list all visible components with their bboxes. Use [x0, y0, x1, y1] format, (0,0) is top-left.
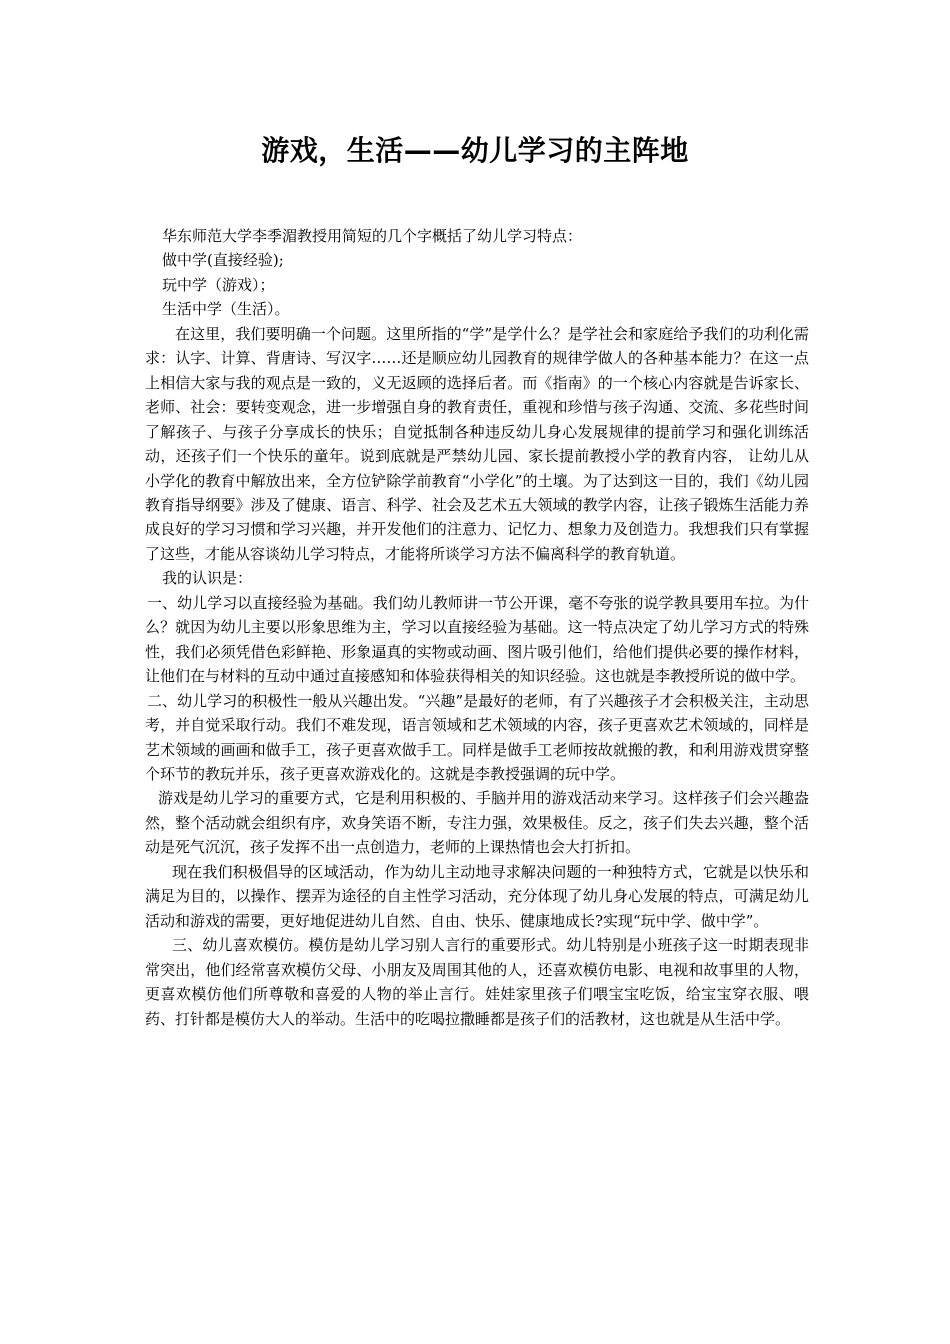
paragraph-point-three: 三、幼儿喜欢模仿。模仿是幼儿学习别人言行的重要形式。幼儿特别是小班孩子这一时期表现非常突出，他们经常喜欢模仿父母、小朋友及周围其他的人，还喜欢模仿电影、电视和故事里的人物，更喜欢模仿他们所尊敬和喜爱的人物的举止言行。娃娃家里孩子们喂宝宝吃饭，给宝宝穿衣服、喂药、打针都是模仿大人的举动。生活中的吃喝拉撒睡都是孩子们的活教材，这也就是从生活中学。 [145, 936, 809, 1028]
paragraph-body: 游戏是幼儿学习的重要方式，它是利用积极的、手脑并用的游戏活动来学习。这样孩子们会兴趣盎然，整个活动就会组织有序，欢身笑语不断，专注力强，效果极佳。反之，孩子们失去兴趣，整个活动是死气沉沉，孩子发挥不出一点创造力，老师的上课热情也会大打折扣。 [145, 789, 809, 857]
paragraph-body: 在这里，我们要明确一个问题。这里所指的“学”是学什么？是学社会和家庭给予我们的功利化需求：认字、计算、背唐诗、写汉字……还是顺应幼儿园教育的规律学做人的各种基本能力？在这一点上相信大家与我的观点是一致的，义无返顾的选择后者。而《指南》的一个核心内容就是告诉家长、老师、社会：要转变观念，进一步增强自身的教育责任，重视和珍惜与孩子沟通、交流、多花些时间了解孩子、与孩子分享成长的快乐；自觉抵制各种违反幼儿身心发展规律的提前学习和强化训练活动，还孩子们一个快乐的童年。说到底就是严禁幼儿园、家长提前教授小学的教育内容， 让幼儿从小学化的教育中解放出来，全方位铲除学前教育“小学化”的土壤。为了达到这一目的，我们《幼儿园教育指导纲要》涉及了健康、语言、科学、社会及艺术五大领域的教学内容，让孩子锻炼生活能力养成良好的学习习惯和学习兴趣，并开发他们的注意力、记忆力、想象力及创造力。我想我们只有掌握了这些，才能从容谈幼儿学习特点，才能将所谈学习方法不偏离科学的教育轨道。 [145, 324, 809, 563]
paragraph-list-item: 玩中学（游戏）； [162, 275, 275, 294]
paragraph-list-item: 做中学(直接经验); [162, 251, 284, 270]
paragraph-heading: 我的认识是： [162, 569, 253, 588]
document-body [145, 224, 809, 1031]
document-title: 游戏，生活——幼儿学习的主阵地 [261, 134, 689, 167]
paragraph-list-item: 生活中学（生活）。 [162, 300, 290, 319]
paragraph-intro: 华东师范大学李季湄教授用简短的几个字概括了幼儿学习特点： [162, 227, 583, 245]
paragraph-point-two: 二、幼儿学习的积极性一般从兴趣出发。“兴趣”是最好的老师，有了兴趣孩子才会积极关注，主动思考，并自觉采取行动。我们不难发现，语言领域和艺术领域的内容，孩子更喜欢艺术领域的，同样是艺术领域的画画和做手工，孩子更喜欢做手工。同样是做手工老师按故就搬的教，和利用游戏贯穿整个环节的教玩并乐，孩子更喜欢游戏化的。这就是李教授强调的玩中学。 [145, 691, 809, 783]
paragraph-point-one: 一、幼儿学习以直接经验为基础。我们幼儿教师讲一节公开课，毫不夸张的说学教具要用车拉。为什么？就因为幼儿主要以形象思维为主，学习以直接经验为基础。这一特点决定了幼儿学习方式的特殊性，我们必须凭借色彩鲜艳、形象逼真的实物或动画、图片吸引他们，给他们提供必要的操作材料，让他们在与材料的互动中通过直接感知和体验获得相关的知识经验。这也就是李教授所说的做中学。 [145, 593, 809, 686]
paragraph-body: 现在我们积极倡导的区域活动，作为幼儿主动地寻求解决问题的一种独特方式，它就是以快乐和满足为目的，以操作、摆弄为途径的自主性学习活动，充分体现了幼儿身心发展的特点，可满足幼儿活动和游戏的需要，更好地促进幼儿自然、自由、快乐、健康地成长?实现“玩中学、做中学”。 [145, 862, 809, 930]
